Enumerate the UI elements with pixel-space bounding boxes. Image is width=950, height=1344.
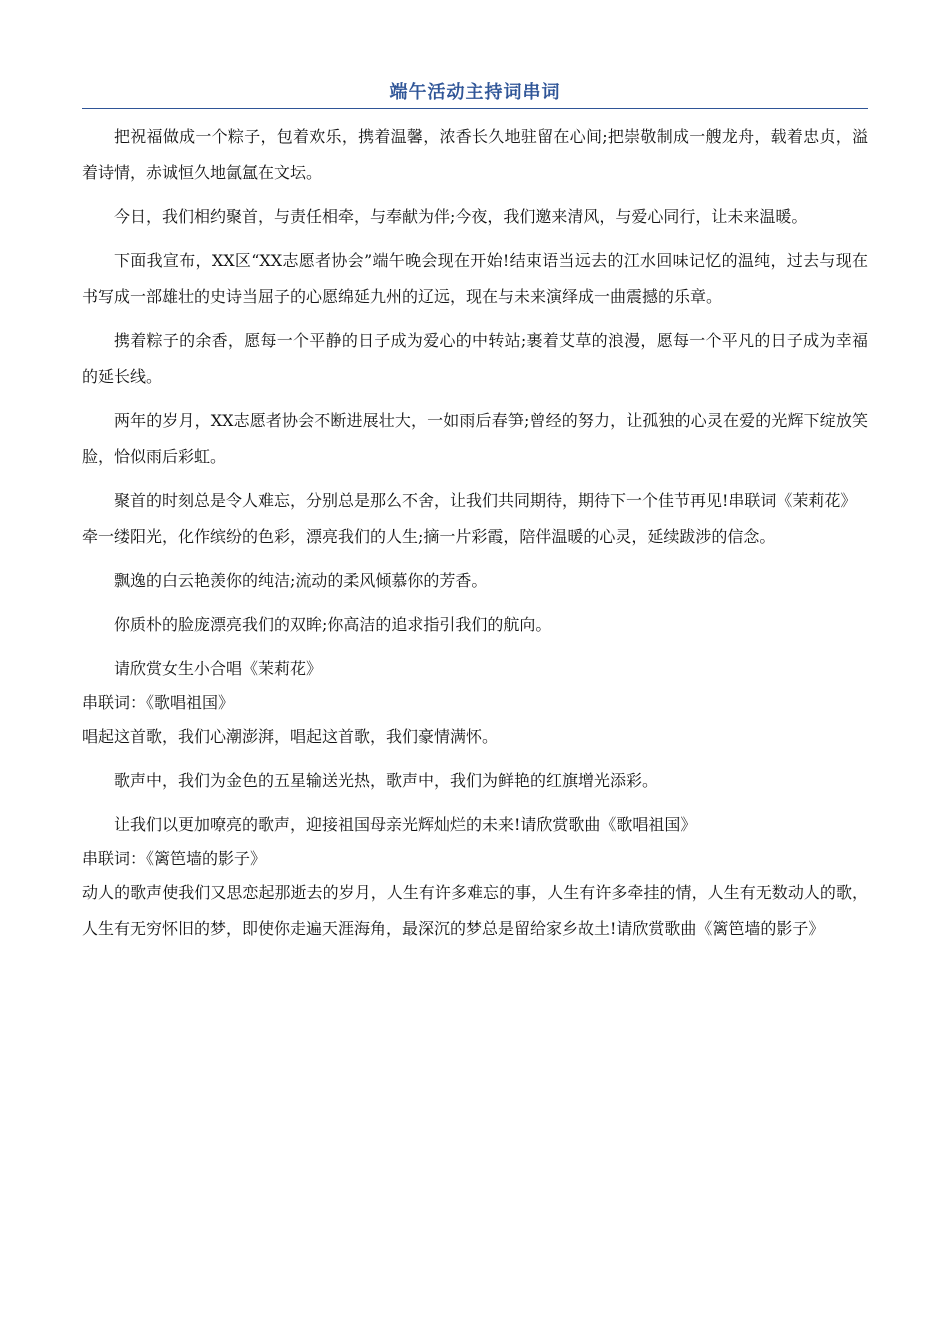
- paragraph-1: 把祝福做成一个粽子，包着欢乐，携着温馨，浓香长久地驻留在心间;把崇敬制成一艘龙舟，载着忠贞，溢着诗情，赤诚恒久地氤氲在文坛。: [82, 127, 868, 182]
- paragraph-4: 携着粽子的余香，愿每一个平静的日子成为爱心的中转站;裹着艾草的浪漫，愿每一个平凡的日子成为幸福的延长线。: [82, 331, 868, 386]
- paragraph-8: 飘逸的白云艳羡你的纯洁;流动的柔风倾慕你的芳香。: [114, 571, 488, 590]
- title-underline: [82, 108, 868, 109]
- document-page: [82, 80, 868, 955]
- paragraph-12: 唱起这首歌，我们心潮澎湃，唱起这首歌，我们豪情满怀。: [82, 727, 499, 746]
- paragraph-16: 动人的歌声使我们又思恋起那逝去的岁月，人生有许多难忘的事，人生有许多牵挂的情，人生有无数动人的歌，人生有无穷怀旧的梦，即使你走遍天涯海角，最深沉的梦总是留给家乡故土!请欣赏歌曲《篱笆墙的影子》: [82, 883, 868, 938]
- paragraph-14: 让我们以更加嘹亮的歌声，迎接祖国母亲光辉灿烂的未来!请欣赏歌曲《歌唱祖国》: [114, 815, 697, 834]
- paragraph-9: 你质朴的脸庞漂亮我们的双眸;你高洁的追求指引我们的航向。: [114, 615, 552, 634]
- paragraph-10: 请欣赏女生小合唱《茉莉花》: [114, 659, 323, 678]
- section-heading-libaqiang: 串联词：《篱笆墙的影子》: [82, 849, 267, 868]
- section-heading-gechang-zuguo: 串联词：《歌唱祖国》: [82, 693, 235, 712]
- paragraph-6: 聚首的时刻总是令人难忘，分别总是那么不舍，让我们共同期待，期待下一个佳节再见!串联词《茉莉花》: [114, 491, 857, 510]
- paragraph-3: 下面我宣布，XX区“XX志愿者协会”端午晚会现在开始!结束语当远去的江水回味记忆的温纯，过去与现在书写成一部雄壮的史诗当屈子的心愿绵延九州的辽远，现在与未来演绎成一曲震撼的乐章。: [82, 251, 868, 306]
- paragraph-7: 牵一缕阳光，化作缤纷的色彩，漂亮我们的人生;摘一片彩霞，陪伴温暖的心灵，延续跋涉的信念。: [82, 527, 776, 546]
- paragraph-2: 今日，我们相约聚首，与责任相牵，与奉献为伴;今夜，我们邀来清风，与爱心同行，让未来温暖。: [114, 207, 808, 226]
- page-title: 端午活动主持词串词: [389, 82, 561, 103]
- paragraph-5: 两年的岁月，XX志愿者协会不断进展壮大，一如雨后春笋;曾经的努力，让孤独的心灵在爱的光辉下绽放笑脸，恰似雨后彩虹。: [82, 411, 868, 466]
- paragraph-13: 歌声中，我们为金色的五星输送光热，歌声中，我们为鲜艳的红旗增光添彩。: [114, 771, 659, 790]
